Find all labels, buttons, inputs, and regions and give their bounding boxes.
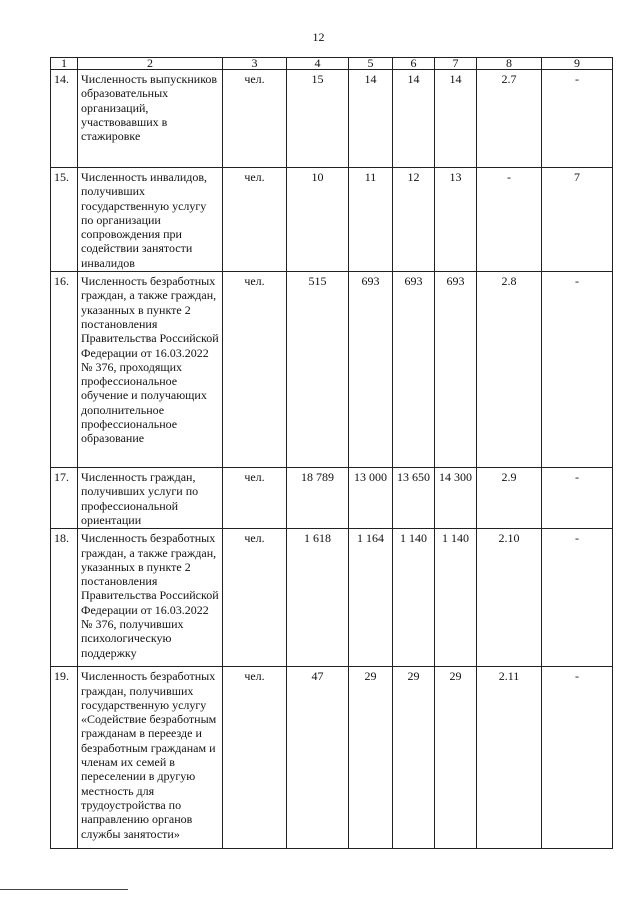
value-cell: 10 (287, 168, 349, 272)
table-row (51, 667, 613, 849)
table-row (51, 272, 613, 468)
value-cell: 29 (435, 667, 477, 849)
value-cell: 693 (393, 272, 435, 468)
value-cell: 29 (349, 667, 393, 849)
row-number: 17. (51, 468, 78, 529)
table-row (51, 529, 613, 667)
page-number: 12 (312, 30, 325, 44)
value-cell: 1 164 (349, 529, 393, 667)
footer-divider (0, 889, 128, 890)
value-cell: 13 650 (393, 468, 435, 529)
value-cell: 14 300 (435, 468, 477, 529)
reference-cell: 2.7 (477, 70, 542, 168)
table-row (51, 468, 613, 529)
value-cell: 14 (435, 70, 477, 168)
value-cell: 1 140 (393, 529, 435, 667)
reference-cell: - (477, 168, 542, 272)
value-cell: 515 (287, 272, 349, 468)
unit-cell: чел. (223, 168, 287, 272)
note-cell: - (542, 529, 613, 667)
row-number: 16. (51, 272, 78, 468)
indicator-name: Численность безработных граждан, получивших государственную услугу «Содействие безработным гражданам в переезде и безработным гражданам и членам их семей в переселении в другую местность для трудоустройства по направлению органов службы занятости» (78, 667, 223, 849)
note-cell: - (542, 468, 613, 529)
unit-cell: чел. (223, 667, 287, 849)
indicator-name: Численность граждан, получивших услуги по профессиональной ориентации (78, 468, 223, 529)
indicators-table (50, 57, 613, 849)
note-cell: - (542, 667, 613, 849)
value-cell: 693 (349, 272, 393, 468)
column-header: 1 (51, 58, 78, 70)
value-cell: 13 000 (349, 468, 393, 529)
value-cell: 14 (349, 70, 393, 168)
value-cell: 29 (393, 667, 435, 849)
table-header-row (51, 58, 613, 70)
table-row (51, 70, 613, 168)
value-cell: 1 618 (287, 529, 349, 667)
column-header: 2 (78, 58, 223, 70)
indicator-name: Численность безработных граждан, а также граждан, указанных в пункте 2 постановления Правительства Российской Федерации от 16.03.2022 № 376, получивших психологическую поддержку (78, 529, 223, 667)
column-header: 8 (477, 58, 542, 70)
row-number: 19. (51, 667, 78, 849)
value-cell: 47 (287, 667, 349, 849)
note-cell: - (542, 70, 613, 168)
value-cell: 15 (287, 70, 349, 168)
column-header: 5 (349, 58, 393, 70)
indicator-name: Численность инвалидов, получивших государственную услугу по организации сопровождения при содействии занятости инвалидов (78, 168, 223, 272)
column-header: 4 (287, 58, 349, 70)
value-cell: 11 (349, 168, 393, 272)
unit-cell: чел. (223, 529, 287, 667)
reference-cell: 2.10 (477, 529, 542, 667)
unit-cell: чел. (223, 468, 287, 529)
value-cell: 13 (435, 168, 477, 272)
reference-cell: 2.9 (477, 468, 542, 529)
column-header: 7 (435, 58, 477, 70)
indicator-name: Численность выпускников образовательных организаций, участвовавших в стажировке (78, 70, 223, 168)
reference-cell: 2.11 (477, 667, 542, 849)
value-cell: 693 (435, 272, 477, 468)
note-cell: - (542, 272, 613, 468)
note-cell: 7 (542, 168, 613, 272)
row-number: 14. (51, 70, 78, 168)
value-cell: 1 140 (435, 529, 477, 667)
indicator-name: Численность безработных граждан, а также граждан, указанных в пункте 2 постановления Правительства Российской Федерации от 16.03.2022 № 376, проходящих профессиональное обучение и получающих дополнительное профессиональное образование (78, 272, 223, 468)
value-cell: 18 789 (287, 468, 349, 529)
value-cell: 14 (393, 70, 435, 168)
column-header: 9 (542, 58, 613, 70)
row-number: 15. (51, 168, 78, 272)
unit-cell: чел. (223, 272, 287, 468)
column-header: 3 (223, 58, 287, 70)
row-number: 18. (51, 529, 78, 667)
value-cell: 12 (393, 168, 435, 272)
unit-cell: чел. (223, 70, 287, 168)
table-row (51, 168, 613, 272)
column-header: 6 (393, 58, 435, 70)
reference-cell: 2.8 (477, 272, 542, 468)
